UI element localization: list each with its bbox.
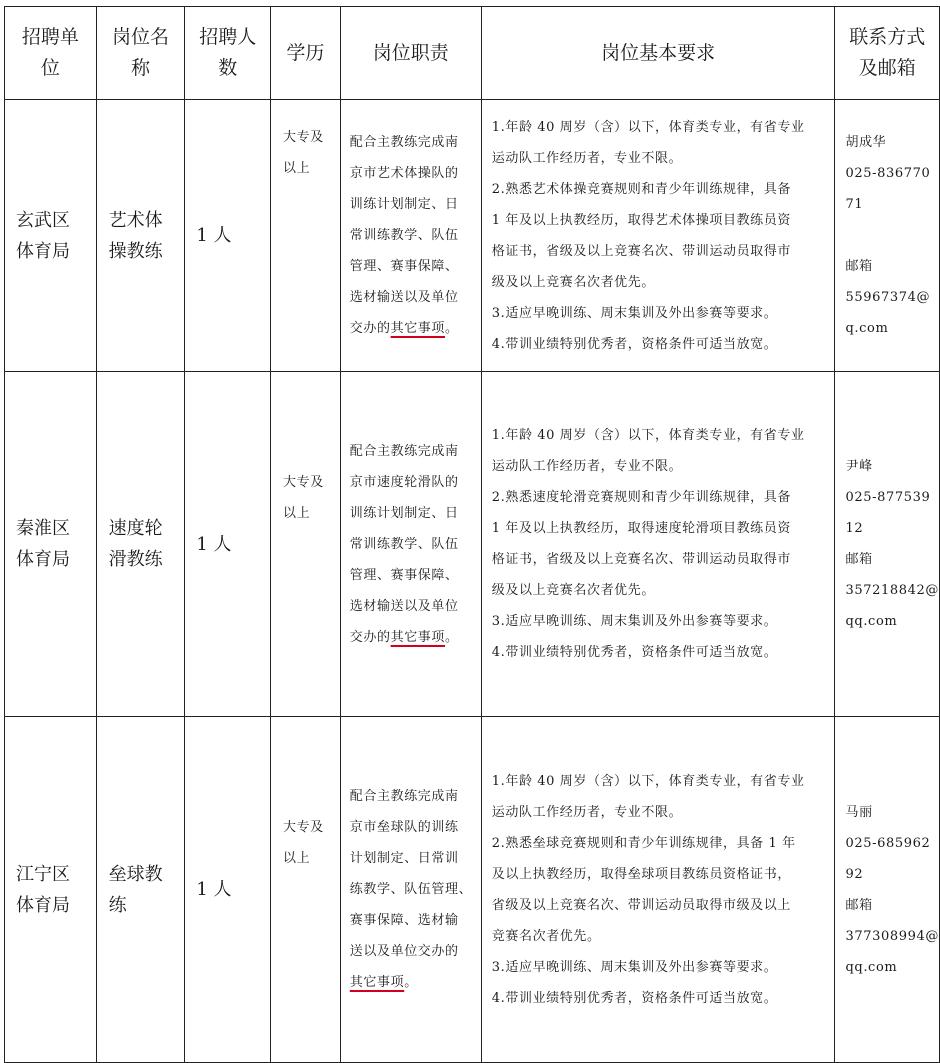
position-cell: 垒球教 练 (96, 717, 185, 1063)
header-count: 招聘人 数 (185, 7, 271, 100)
unit-cell: 江宁区 体育局 (5, 717, 97, 1063)
underlined-text: 其它事项 (390, 321, 446, 336)
table-row (5, 717, 940, 1063)
position-cell: 速度轮 滑教练 (96, 372, 185, 717)
unit-cell: 秦淮区 体育局 (5, 372, 97, 717)
count-cell: 1 人 (185, 100, 271, 372)
header-duty: 岗位职责 (340, 7, 481, 100)
contact-cell: 胡成华 025-836770 71 邮箱 55967374@ q.com (835, 100, 940, 372)
recruitment-table (4, 6, 940, 1063)
position-cell: 艺术体 操教练 (96, 100, 185, 372)
header-education: 学历 (271, 7, 341, 100)
underlined-text: 其它事项 (390, 629, 446, 645)
duty-cell: 配合主教练完成南 京市速度轮滑队的 训练计划制定、日 常训练教学、队伍 管理、赛事保障、 选材输送以及单位 交办的其它事项。 (340, 372, 481, 717)
requirements-cell: 1.年龄 40 周岁（含）以下，体育类专业，有省专业 运动队工作经历者，专业不限。 2.熟悉速度轮滑竞赛规则和青少年训练规律，具备 1 年及以上执教经历，取得速度轮滑项目教练员资 格证书，省级及以上竞赛名次、带训运动员取得市 级及以上竞赛名次者优先。 3.适应早晚训练、周末集训及外出参赛等要求。 4.带训业绩特别优秀者，资格条件可适当放宽。 (481, 372, 835, 717)
duty-cell: 配合主教练完成南 京市垒球队的训练 计划制定、日常训 练教学、队伍管理、 赛事保障、选材输 送以及单位交办的 其它事项。 (340, 717, 481, 1063)
count-cell: 1 人 (185, 717, 271, 1063)
requirements-cell: 1.年龄 40 周岁（含）以下，体育类专业，有省专业 运动队工作经历者，专业不限。 2.熟悉艺术体操竞赛规则和青少年训练规律，具备 1 年及以上执教经历，取得艺术体操项目教练员资 格证书，省级及以上竞赛名次、带训运动员取得市 级及以上竞赛名次者优先。 3.适应早晚训练、周末集训及外出参赛等要求。 4.带训业绩特别优秀者，资格条件可适当放宽。 (481, 100, 835, 372)
header-requirements: 岗位基本要求 (481, 7, 835, 100)
contact-cell: 马丽 025-685962 92 邮箱 377308994@ qq.com (835, 717, 940, 1063)
education-cell: 大专及 以上 (271, 372, 341, 717)
underlined-text: 其它事项 (349, 975, 405, 990)
header-row (5, 7, 940, 100)
table-row (5, 372, 940, 717)
requirements-cell: 1.年龄 40 周岁（含）以下，体育类专业，有省专业 运动队工作经历者，专业不限。 2.熟悉垒球竞赛规则和青少年训练规律，具备 1 年 及以上执教经历，取得垒球项目教练员资格证书， 省级及以上竞赛名次、带训运动员取得市级及以上 竞赛名次者优先。 3.适应早晚训练、周末集训及外出参赛等要求。 4.带训业绩特别优秀者，资格条件可适当放宽。 (481, 717, 835, 1063)
header-contact: 联系方式 及邮箱 (835, 7, 940, 100)
contact-cell: 尹峰 025-877539 12 邮箱 357218842@ qq.com (835, 372, 940, 717)
count-cell: 1 人 (185, 372, 271, 717)
table-row (5, 100, 940, 372)
duty-cell: 配合主教练完成南 京市艺术体操队的 训练计划制定、日 常训练教学、队伍 管理、赛事保障、 选材输送以及单位 交办的其它事项。 (340, 100, 481, 372)
unit-cell: 玄武区 体育局 (5, 100, 97, 372)
education-cell: 大专及 以上 (271, 100, 341, 372)
education-cell: 大专及 以上 (271, 717, 341, 1063)
header-unit: 招聘单 位 (5, 7, 97, 100)
header-position: 岗位名 称 (96, 7, 185, 100)
